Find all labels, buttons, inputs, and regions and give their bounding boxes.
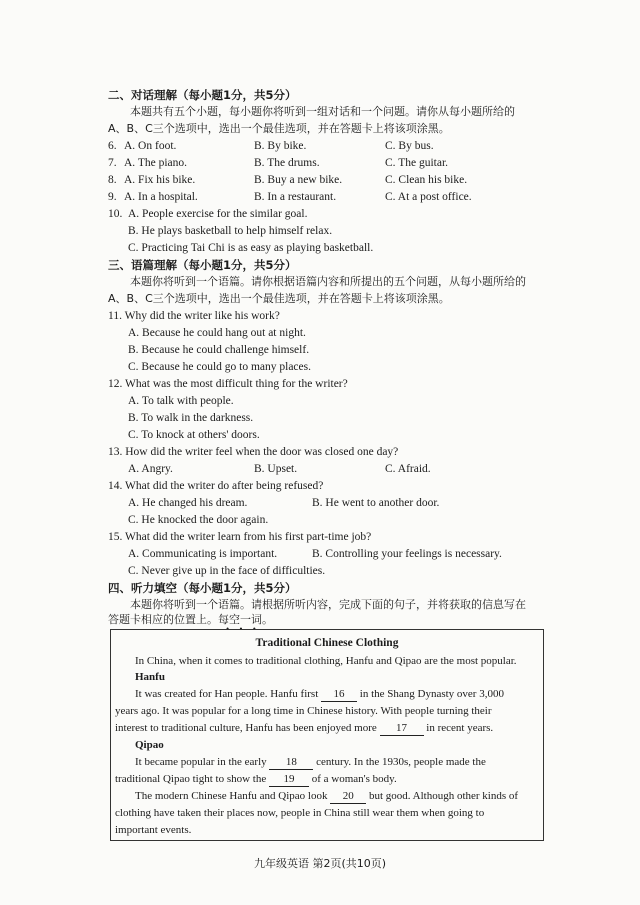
- option-c: C. At a post office.: [385, 191, 472, 203]
- question-number: 8.: [108, 174, 117, 186]
- text: The modern Chinese Hanfu and Qipao look: [135, 790, 328, 802]
- option-c: C. The guitar.: [385, 157, 449, 169]
- option-c: C. Never give up in the face of difficulties.: [128, 565, 326, 577]
- section2-instruction-2: A、B、C三个选项中，选出一个最佳选项，并在答题卡上将该项涂黑。: [108, 122, 450, 135]
- option-a: A. Because he could hang out at night.: [128, 327, 306, 339]
- hanfu-line-1: [135, 687, 504, 702]
- option-b: B. Upset.: [254, 463, 298, 475]
- question-stem: 11. Why did the writer like his work?: [108, 310, 280, 322]
- section4-instruction-1: 本题你将听到一个语篇。请根据所听内容，完成下面的句子，并将获取的信息写在: [130, 598, 526, 611]
- option-c: C. To knock at others' doors.: [128, 429, 260, 441]
- option-b: B. To walk in the darkness.: [128, 412, 254, 424]
- hanfu-heading: Hanfu: [135, 671, 165, 683]
- text: interest to traditional culture, Hanfu has been enjoyed more: [115, 722, 377, 734]
- option-b: B. Controlling your feelings is necessary.: [312, 548, 502, 560]
- text: in recent years.: [426, 722, 494, 734]
- blank-19: 19: [269, 772, 309, 787]
- modern-line-3: important events.: [115, 824, 192, 836]
- qipao-line-1: [135, 755, 486, 770]
- option-b: B. Because he could challenge himself.: [128, 344, 310, 356]
- section2-instruction-1: 本题共有五个小题，每小题你将听到一组对话和一个问题。请你从每小题所给的: [130, 105, 515, 118]
- modern-line-2: clothing have taken their places now, people in China still wear them when going to: [115, 807, 485, 819]
- question-stem: 12. What was the most difficult thing for the writer?: [108, 378, 348, 390]
- option-c: C. He knocked the door again.: [128, 514, 269, 526]
- passage-box: [110, 629, 544, 841]
- page-footer: 九年级英语 第2页(共10页): [253, 857, 387, 870]
- section2-heading: 二、对话理解（每小题1分，共5分）: [108, 88, 297, 102]
- option-b: B. The drums.: [254, 157, 320, 169]
- text: traditional Qipao tight to show the: [115, 773, 267, 785]
- option-c: C. Clean his bike.: [385, 174, 468, 186]
- section3-heading: 三、语篇理解（每小题1分，共5分）: [108, 258, 297, 272]
- question-number: 7.: [108, 157, 117, 169]
- text: in the Shang Dynasty over 3,000: [359, 688, 504, 700]
- question-number: 10.: [108, 208, 123, 220]
- passage-title: Traditional Chinese Clothing: [255, 637, 399, 649]
- option-b: B. In a restaurant.: [254, 191, 337, 203]
- question-stem: 14. What did the writer do after being refused?: [108, 480, 324, 492]
- section4-instruction-2: 答题卡相应的位置上。每空一词。: [108, 613, 273, 626]
- emphasis-dots: • • •: [226, 624, 260, 634]
- option-b: B. By bike.: [254, 140, 307, 152]
- option-b: B. He went to another door.: [312, 497, 440, 509]
- blank-20: 20: [330, 789, 366, 804]
- modern-line-1: [135, 789, 518, 804]
- option-a: A. People exercise for the similar goal.: [128, 208, 308, 220]
- blank-17: 17: [380, 721, 424, 736]
- option-a: A. The piano.: [124, 157, 188, 169]
- option-c: C. Practicing Tai Chi is as easy as playing basketball.: [128, 242, 374, 254]
- section4-heading: 四、听力填空（每小题1分，共5分）: [108, 581, 297, 595]
- question-stem: 15. What did the writer learn from his first part-time job?: [108, 531, 372, 543]
- option-a: A. On foot.: [124, 140, 177, 152]
- blank-16: 16: [321, 687, 357, 702]
- option-c: C. Afraid.: [385, 463, 431, 475]
- question-number: 9.: [108, 191, 117, 203]
- option-a: A. In a hospital.: [124, 191, 198, 203]
- blank-18: 18: [269, 755, 313, 770]
- option-c: C. Because he could go to many places.: [128, 361, 311, 373]
- section3-instruction-2: A、B、C三个选项中，选出一个最佳选项，并在答题卡上将该项涂黑。: [108, 292, 450, 305]
- section3-instruction-1: 本题你将听到一个语篇。请你根据语篇内容和所提出的五个问题，从每小题所给的: [130, 275, 526, 288]
- text: but good. Although other kinds of: [368, 790, 519, 802]
- text: century. In the 1930s, people made the: [316, 756, 486, 768]
- option-a: A. Communicating is important.: [128, 548, 278, 560]
- text: It became popular in the early: [135, 756, 267, 768]
- question-stem: 13. How did the writer feel when the door was closed one day?: [108, 446, 399, 458]
- qipao-heading: Qipao: [135, 739, 164, 751]
- option-b: B. Buy a new bike.: [254, 174, 343, 186]
- qipao-line-2: [115, 772, 397, 787]
- hanfu-line-2: years ago. It was popular for a long time in Chinese history. With people turning their: [115, 705, 492, 717]
- question-number: 6.: [108, 140, 117, 152]
- option-a: A. To talk with people.: [128, 395, 234, 407]
- option-c: C. By bus.: [385, 140, 434, 152]
- text: of a woman's body.: [311, 773, 397, 785]
- passage-intro: In China, when it comes to traditional clothing, Hanfu and Qipao are the most popular.: [135, 655, 517, 667]
- hanfu-line-3: [115, 721, 493, 736]
- option-b: B. He plays basketball to help himself relax.: [128, 225, 333, 237]
- text: It was created for Han people. Hanfu first: [135, 688, 319, 700]
- option-a: A. Angry.: [128, 463, 173, 475]
- option-a: A. He changed his dream.: [128, 497, 248, 509]
- option-a: A. Fix his bike.: [124, 174, 196, 186]
